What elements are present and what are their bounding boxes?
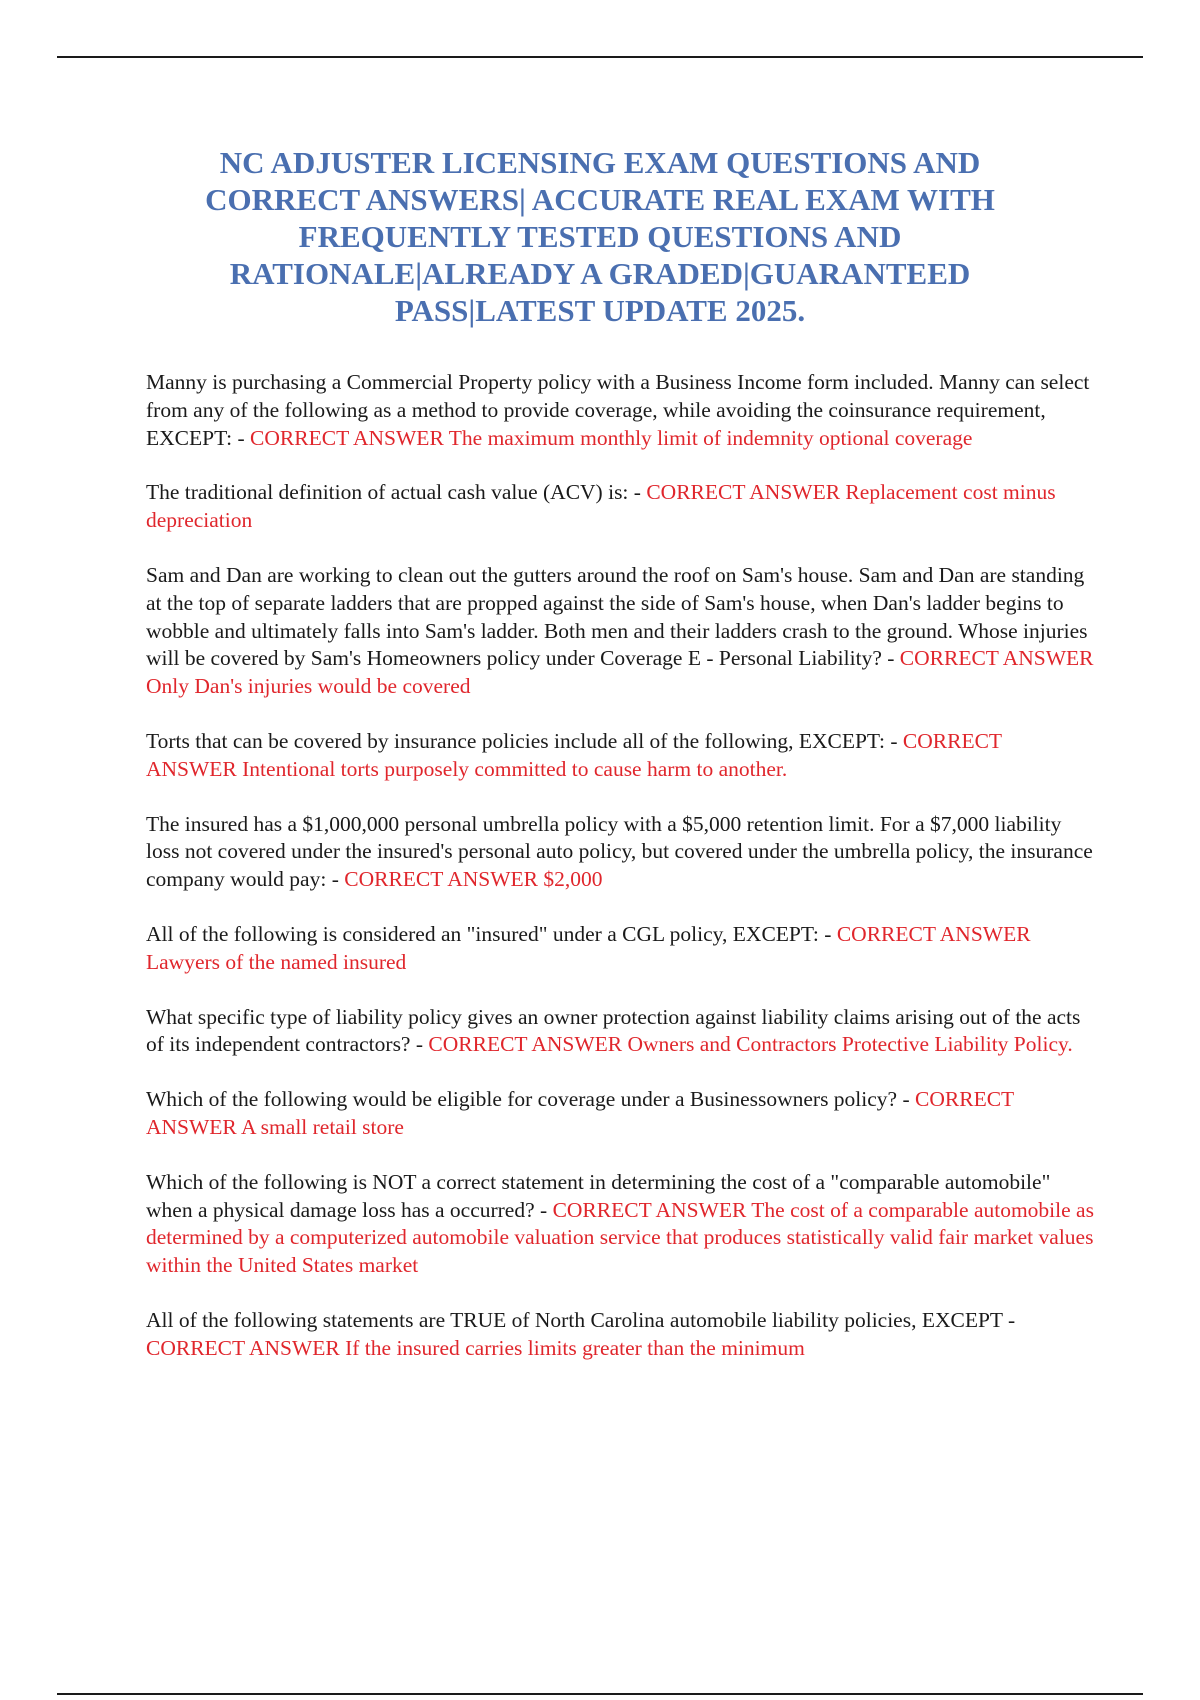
answer-text: CORRECT ANSWER A small retail store	[146, 1087, 1014, 1139]
question-text: Torts that can be covered by insurance policies include all of the following, EXCEPT: -	[146, 728, 903, 753]
qa-item	[146, 1169, 1096, 1280]
qa-item	[146, 728, 1096, 784]
answer-text: CORRECT ANSWER Only Dan's injuries would be covered	[146, 646, 1094, 699]
answer-text: CORRECT ANSWER Owners and Contractors Protective Liability Policy.	[428, 1032, 1073, 1057]
qa-item	[146, 811, 1096, 894]
qa-list	[146, 369, 1096, 1390]
answer-text: CORRECT ANSWER The cost of a comparable automobile as determined by a computerized automobile valuation service that produces statistically valid fair market values within the United States market	[146, 1197, 1094, 1278]
qa-item	[146, 1307, 1096, 1363]
top-rule	[57, 56, 1143, 58]
question-text: Which of the following is NOT a correct statement in determining the cost of a "comparable automobile" when a physical damage loss has a occurred? -	[146, 1169, 1051, 1222]
question-text: The traditional definition of actual cash value (ACV) is: -	[146, 480, 647, 505]
question-text: Sam and Dan are working to clean out the gutters around the roof on Sam's house. Sam and Dan are standing at the top of separate ladders that are propped against the side of Sam's house, when Dan's ladder begins to wobble and ultimately falls into Sam's ladder. Both men and their ladders crash to the ground. Whose injuries will be covered by Sam's Homeowners policy under Coverage E - Personal Liability? -	[146, 562, 1088, 671]
qa-item	[146, 479, 1096, 535]
qa-item	[146, 1004, 1096, 1060]
document-title: NC ADJUSTER LICENSING EXAM QUESTIONS AND CORRECT ANSWERS| ACCURATE REAL EXAM WITH FREQUENTLY TESTED QUESTIONS AND RATIONALE|ALREADY A GRADED|GUARANTEED PASS|LATEST UPDATE 2025.	[205, 145, 995, 328]
question-text: What specific type of liability policy gives an owner protection against liability claims arising out of the acts of its independent contractors? -	[146, 1004, 1081, 1057]
question-text: All of the following is considered an "insured" under a CGL policy, EXCEPT: -	[146, 921, 837, 946]
qa-item	[146, 921, 1096, 977]
question-text: Manny is purchasing a Commercial Property policy with a Business Income form included. Manny can select from any of the following as a method to provide coverage, while avoiding the coinsurance requirement, EXCEPT: -	[146, 370, 1090, 450]
answer-text: CORRECT ANSWER If the insured carries limits greater than the minimum	[146, 1335, 805, 1360]
answer-text: CORRECT ANSWER Replacement cost minus depreciation	[146, 480, 1056, 533]
qa-item	[146, 369, 1096, 452]
answer-text: CORRECT ANSWER $2,000	[344, 867, 603, 892]
bottom-rule	[57, 1693, 1143, 1695]
question-text: The insured has a $1,000,000 personal umbrella policy with a $5,000 retention limit. For a $7,000 liability loss not covered under the insured's personal auto policy, but covered under the umbrella policy, the insurance company would pay: -	[146, 811, 1093, 892]
answer-text: CORRECT ANSWER Lawyers of the named insured	[146, 921, 1031, 974]
qa-item	[146, 1086, 1096, 1142]
question-text: All of the following statements are TRUE of North Carolina automobile liability policies, EXCEPT -	[146, 1307, 1016, 1332]
answer-text: CORRECT ANSWER The maximum monthly limit of indemnity optional coverage	[250, 425, 973, 450]
qa-item	[146, 562, 1096, 701]
question-text: Which of the following would be eligible for coverage under a Businessowners policy? -	[146, 1087, 916, 1112]
answer-text: CORRECT ANSWER Intentional torts purposely committed to cause harm to another.	[146, 728, 1002, 781]
